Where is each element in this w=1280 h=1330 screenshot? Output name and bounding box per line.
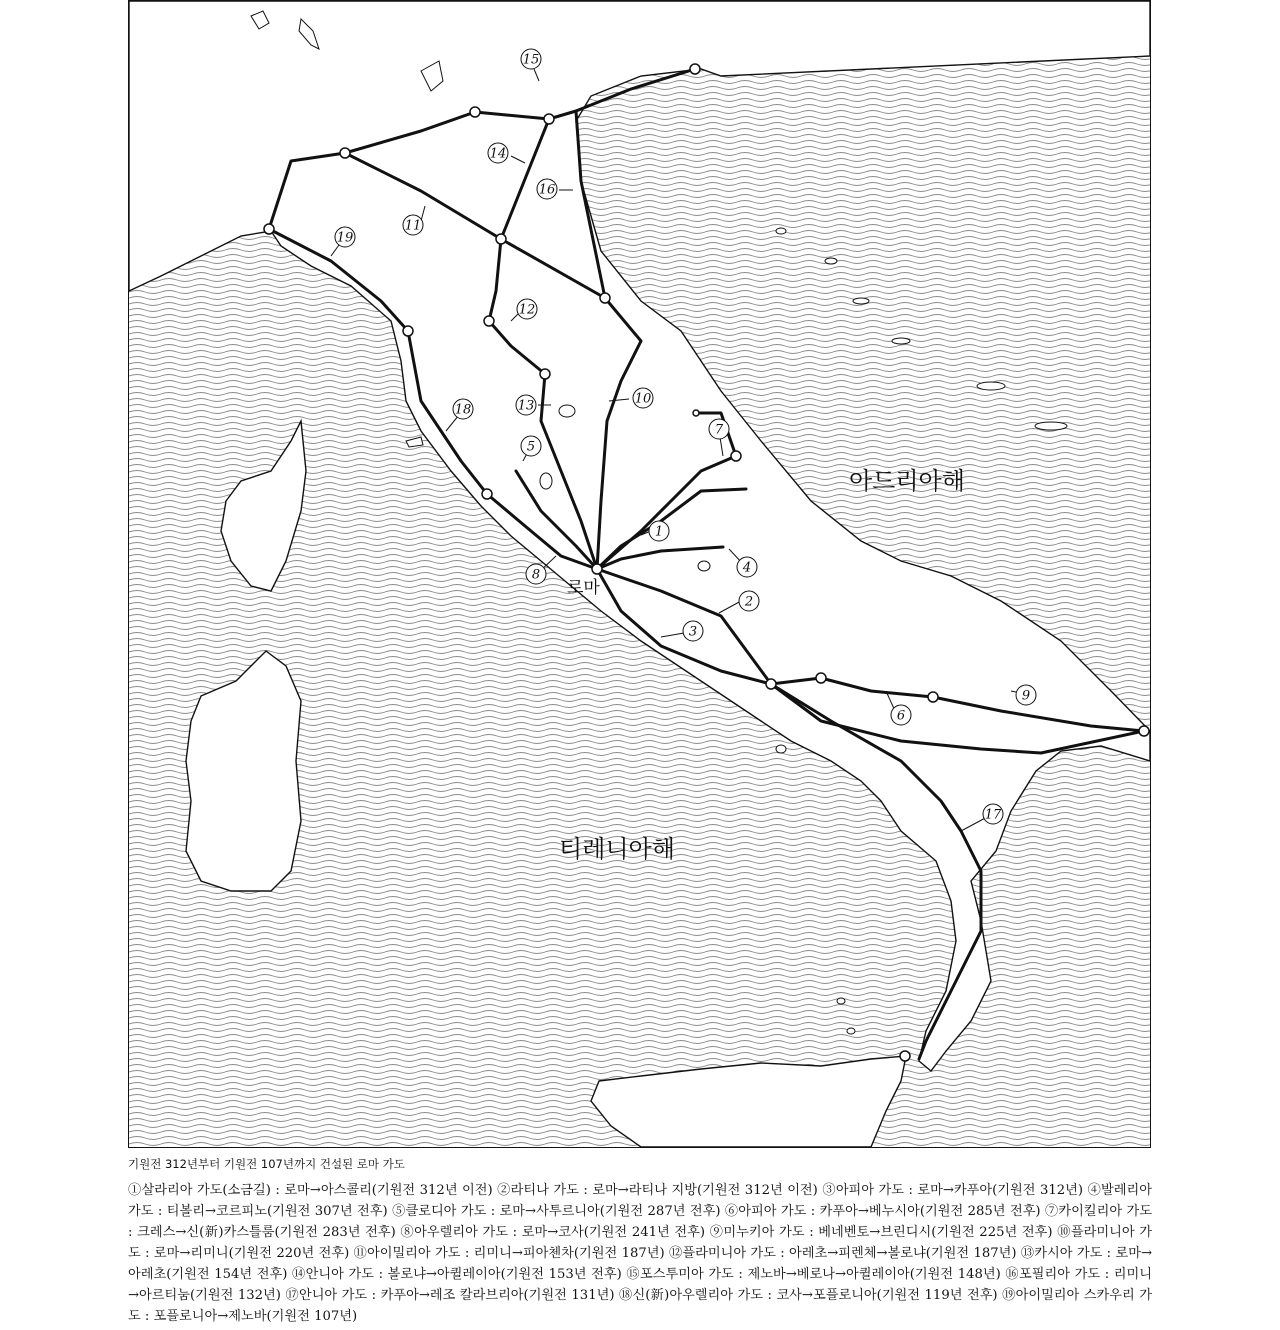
road-number-text: 7 [714,422,724,438]
legend-item-text: 아피아 가도 : 로마→카푸아(기원전 312년) [835,1183,1084,1198]
road-number-text: 16 [538,182,556,198]
legend-item-number: ⑬ [1020,1246,1035,1261]
legend-item [392,1204,720,1219]
town-firenze [484,316,494,326]
island-dalmatia-6 [1035,422,1067,430]
town-bologna [496,234,506,244]
legend-item [354,1246,665,1261]
roma-city-label: 로마 [567,578,600,598]
legend-item [400,1225,705,1240]
legend-item-text: 카이킬리아 가도 : 크레스→신(新)카스틀룸(기원전 283년 전후) [128,1204,1152,1240]
road-number-badge-13 [516,395,536,415]
italy-road-map [129,1,1150,1147]
town-reggio [900,1051,910,1061]
road-number-text: 15 [522,52,540,68]
legend-item-number: ⑫ [669,1246,683,1261]
legend-item [725,1204,1041,1219]
legend-item-text: 안니아 가도 : 카푸아→레조 칼라브리아(기원전 131년) [298,1288,615,1303]
town-capua [766,679,776,689]
legend-item [669,1246,1017,1261]
road-number-badge-5 [521,436,541,456]
town-genova [264,224,274,234]
road-number-badge-8 [526,564,546,584]
road-number-text: 8 [531,567,541,583]
road-number-text: 9 [1021,688,1031,704]
town-castrum [731,451,741,461]
legend-item-text: 아이밀리아 스카우리 가도 : 포플로니아→제노바(기원전 107년) [128,1288,1152,1324]
legend-item-number: ⑦ [1044,1204,1059,1219]
island-dalmatia-2 [825,258,837,264]
map-caption: 기원전 312년부터 기원전 107년까지 건설된 로마 가도 [128,1157,405,1171]
town-rimini [600,293,610,303]
island-dalmatia-3 [853,298,869,304]
lake-fucino [698,561,710,571]
road-number-text: 6 [896,708,906,724]
legend-item-text: 아이밀리아 가도 : 리미니→피아첸차(기원전 187년) [366,1246,665,1261]
road-number-text: 17 [984,807,1002,823]
legend-item-number: ⑪ [353,1246,367,1261]
legend-item-text: 플라미니아 가도 : 로마→리미니(기원전 220년 전후) [128,1225,1153,1261]
lake-trasimeno [559,405,575,417]
island-dalmatia-1 [776,228,786,234]
town-arezzo [540,369,550,379]
road-number-badge-10 [633,388,653,408]
legend-item-number: ④ [1087,1183,1102,1198]
road-number-text: 4 [742,560,752,576]
legend-item [626,1267,1000,1282]
road-number-text: 2 [744,594,754,610]
town-crescia [693,410,699,416]
road-number-text: 11 [404,218,422,234]
legend-item-number: ⑯ [1005,1267,1020,1282]
legend-item-number: ⑥ [724,1204,739,1219]
legend-item-number: ⑰ [285,1288,299,1303]
legend-item [292,1267,622,1282]
legend-item-text: 포필리아 가도 : 리미니→아르티눔(기원전 132년) [128,1267,1152,1303]
legend-item-number: ② [497,1183,511,1198]
town-verona [470,107,480,117]
road-number-text: 3 [688,624,698,640]
town-aquileia [690,64,700,74]
road-number-badge-1 [649,521,669,541]
road-number-badge-18 [453,399,473,419]
town-brindisi [1139,726,1149,736]
town-venusia [928,692,938,702]
legend-item [822,1183,1083,1198]
road-number-badge-2 [739,591,759,611]
road-number-text: 5 [526,439,536,455]
road-number-badge-4 [737,557,757,577]
legend-item-number: ⑭ [292,1267,306,1282]
legend-item [619,1288,998,1303]
legend-item-text: 포스투미아 가도 : 제노바→베로나→아퀼레이아(기원전 148년) [640,1267,1001,1282]
road-number-badge-7 [709,419,729,439]
road-number-text: 13 [517,398,535,414]
legend-item [710,1225,1053,1240]
road-number-text: 14 [489,146,507,162]
legend-item-text: 아피아 가도 : 카푸아→베누시아(기원전 285년 전후) [738,1204,1041,1219]
legend-item-text: 살라리아 가도(소금길) : 로마→아스콜리(기원전 312년 이전) [141,1183,493,1198]
island-dalmatia-4 [892,338,910,344]
legend-item-text: 안니아 가도 : 볼로냐→아퀼레이아(기원전 153년 전후) [305,1267,622,1282]
road-number-badge-17 [983,804,1003,824]
legend-item-number: ⑤ [392,1204,406,1219]
town-populonia [403,326,413,336]
legend-item-text: 신(新)아우렐리아 가도 : 코사→포플로니아(기원전 119년 전후) [632,1288,998,1303]
legend-item [497,1183,818,1198]
road-number-badge-16 [537,179,557,199]
road-number-badge-15 [521,49,541,69]
road-legend [128,1180,1152,1327]
island-aeolian-2 [847,1028,855,1034]
island-ischia [776,745,786,753]
legend-item-text: 발레리아 가도 : 티볼리→코르피노(기원전 307년 전후) [128,1183,1153,1219]
legend-item-number: ⑨ [709,1225,724,1240]
road-number-badge-3 [683,621,703,641]
road-number-text: 18 [454,402,472,418]
road-number-text: 19 [336,230,354,246]
town-cosa [482,489,492,499]
adriatic-sea-label: 아드리아해 [849,467,965,495]
legend-item-text: 클로디아 가도 : 로마→사투르니아(기원전 287년 전후) [405,1204,721,1219]
road-number-badge-12 [517,299,537,319]
town-patavium [544,114,554,124]
road-number-badge-14 [488,143,508,163]
island-dalmatia-5 [977,382,1005,390]
island-aeolian-1 [837,998,845,1004]
legend-item-number: ⑩ [1057,1225,1071,1240]
legend-item-number: ③ [822,1183,836,1198]
legend-item-number: ① [128,1183,142,1198]
legend-item [285,1288,614,1303]
road-number-badge-9 [1016,685,1036,705]
tyrrhenian-sea-label: 티레니아해 [559,835,675,863]
legend-item-number: ⑧ [400,1225,415,1240]
map-frame [128,0,1151,1148]
legend-item-text: 아우렐리아 가도 : 로마→코사(기원전 241년 전후) [414,1225,706,1240]
legend-item [128,1183,493,1198]
road-number-text: 12 [518,302,536,318]
legend-item-text: 카시아 가도 : 로마→아레초(기원전 154년 전후) [128,1246,1153,1282]
road-number-text: 10 [634,391,652,407]
legend-item-number: ⑮ [626,1267,640,1282]
road-number-badge-11 [403,215,423,235]
legend-item-number: ⑱ [618,1288,633,1303]
legend-item-number: ⑲ [1002,1288,1016,1303]
town-beneventum [816,673,826,683]
legend-item-text: 미누키아 가도 : 베네벤토→브린디시(기원전 225년 전후) [723,1225,1053,1240]
road-number-badge-6 [891,705,911,725]
road-number-badge-19 [335,227,355,247]
legend-item-text: 라티나 가도 : 로마→라티나 지방(기원전 312년 이전) [510,1183,818,1198]
lake-bolsena [540,473,552,489]
legend-item-text: 플라미니아 가도 : 아레초→피렌체→볼로냐(기원전 187년) [682,1246,1017,1261]
road-number-text: 1 [654,524,664,540]
town-piacenza [340,148,350,158]
town-roma [592,564,602,574]
